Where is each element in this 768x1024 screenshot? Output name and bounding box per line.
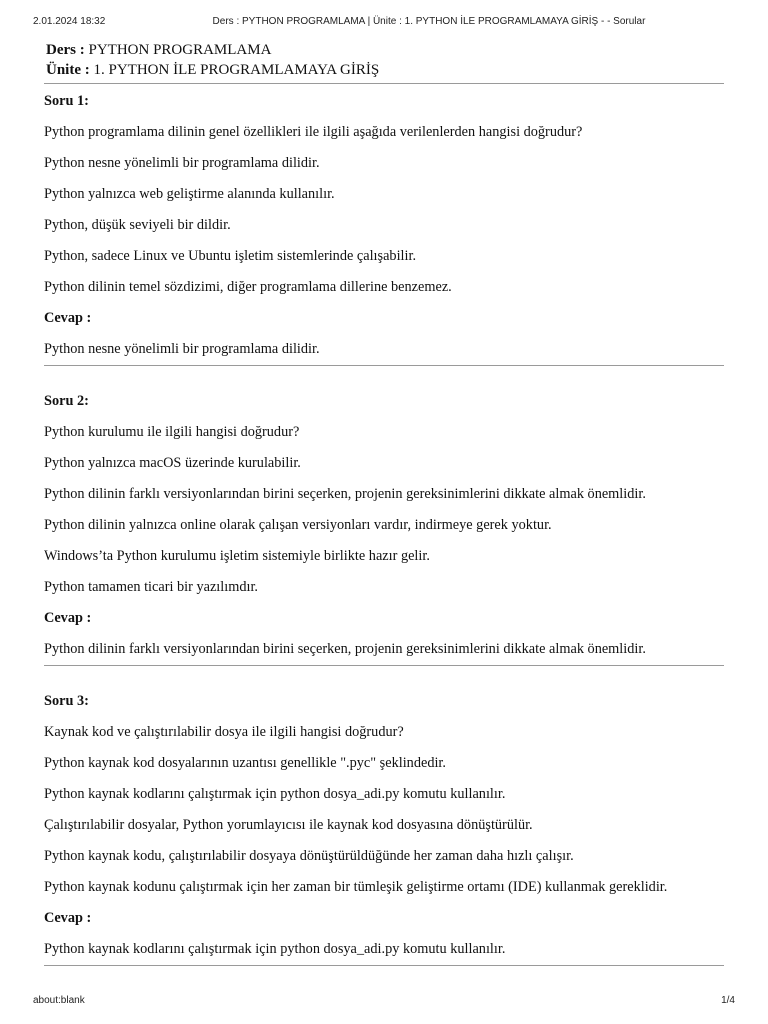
document-body bbox=[44, 40, 724, 984]
question-text: Python kurulumu ile ilgili hangisi doğrudur? bbox=[44, 424, 300, 440]
option-item: Python tamamen ticari bir yazılımdır. bbox=[44, 579, 259, 595]
course-line bbox=[46, 40, 724, 60]
print-title: Ders : PYTHON PROGRAMLAMA | Ünite : 1. PYTHON İLE PROGRAMLAMAYA GİRİŞ - - Sorular bbox=[212, 16, 646, 27]
question-divider bbox=[44, 665, 724, 666]
question-label: Soru 3: bbox=[44, 693, 89, 709]
option-item: Python yalnızca macOS üzerinde kurulabilir. bbox=[44, 455, 301, 471]
page-number: 1/4 bbox=[721, 995, 735, 1006]
option-item: Python yalnızca web geliştirme alanında kullanılır. bbox=[44, 186, 335, 202]
question-3 bbox=[44, 684, 724, 969]
question-label: Soru 1: bbox=[44, 93, 89, 109]
print-date: 2.01.2024 18:32 bbox=[33, 16, 106, 27]
option-item: Windows’ta Python kurulumu işletim sistemiyle birlikte hazır gelir. bbox=[44, 548, 430, 564]
option-item: Python nesne yönelimli bir programlama dilidir. bbox=[44, 155, 320, 171]
option-item: Çalıştırılabilir dosyalar, Python yorumlayıcısı ile kaynak kod dosyasına dönüştürülür. bbox=[44, 817, 533, 833]
course-label: Ders : bbox=[46, 42, 85, 58]
option-item: Python kaynak kodunu çalıştırmak için her zaman bir tümleşik geliştirme ortamı (IDE) kullanmak gereklidir. bbox=[44, 879, 668, 895]
question-divider bbox=[44, 365, 724, 366]
question-label: Soru 2: bbox=[44, 393, 89, 409]
question-2 bbox=[44, 384, 724, 669]
question-1 bbox=[44, 84, 724, 369]
option-item: Python, düşük seviyeli bir dildir. bbox=[44, 217, 231, 233]
answer-text: Python kaynak kodlarını çalıştırmak için python dosya_adi.py komutu kullanılır. bbox=[44, 941, 506, 957]
answer-text: Python nesne yönelimli bir programlama dilidir. bbox=[44, 341, 320, 357]
unit-value: 1. PYTHON İLE PROGRAMLAMAYA GİRİŞ bbox=[89, 62, 380, 78]
answer-text: Python dilinin farklı versiyonlarından birini seçerken, projenin gereksinimlerini dikkate almak önemlidir. bbox=[44, 641, 646, 657]
print-footer bbox=[33, 994, 735, 1008]
option-item: Python kaynak kodu, çalıştırılabilir dosyaya dönüştürüldüğünde her zaman daha hızlı çalışır. bbox=[44, 848, 574, 864]
unit-label: Ünite : bbox=[46, 62, 90, 78]
print-header bbox=[33, 15, 735, 29]
question-text: Python programlama dilinin genel özellikleri ile ilgili aşağıda verilenlerden hangisi doğrudur? bbox=[44, 124, 583, 140]
question-text: Kaynak kod ve çalıştırılabilir dosya ile ilgili hangisi doğrudur? bbox=[44, 724, 404, 740]
option-item: Python kaynak kodlarını çalıştırmak için python dosya_adi.py komutu kullanılır. bbox=[44, 786, 506, 802]
option-item: Python dilinin farklı versiyonlarından birini seçerken, projenin gereksinimlerini dikkate almak önemlidir. bbox=[44, 486, 646, 502]
option-item: Python, sadece Linux ve Ubuntu işletim sistemlerinde çalışabilir. bbox=[44, 248, 417, 264]
answer-label: Cevap : bbox=[44, 610, 92, 626]
question-divider bbox=[44, 965, 724, 966]
option-item: Python dilinin yalnızca online olarak çalışan versiyonları vardır, indirmeye gerek yoktur. bbox=[44, 517, 552, 533]
answer-label: Cevap : bbox=[44, 910, 92, 926]
course-value: PYTHON PROGRAMLAMA bbox=[84, 42, 272, 58]
print-url: about:blank bbox=[33, 995, 85, 1006]
answer-label: Cevap : bbox=[44, 310, 92, 326]
unit-line bbox=[46, 60, 724, 80]
option-item: Python dilinin temel sözdizimi, diğer programlama dillerine benzemez. bbox=[44, 279, 452, 295]
option-item: Python kaynak kod dosyalarının uzantısı genellikle ".pyc" şeklindedir. bbox=[44, 755, 446, 771]
